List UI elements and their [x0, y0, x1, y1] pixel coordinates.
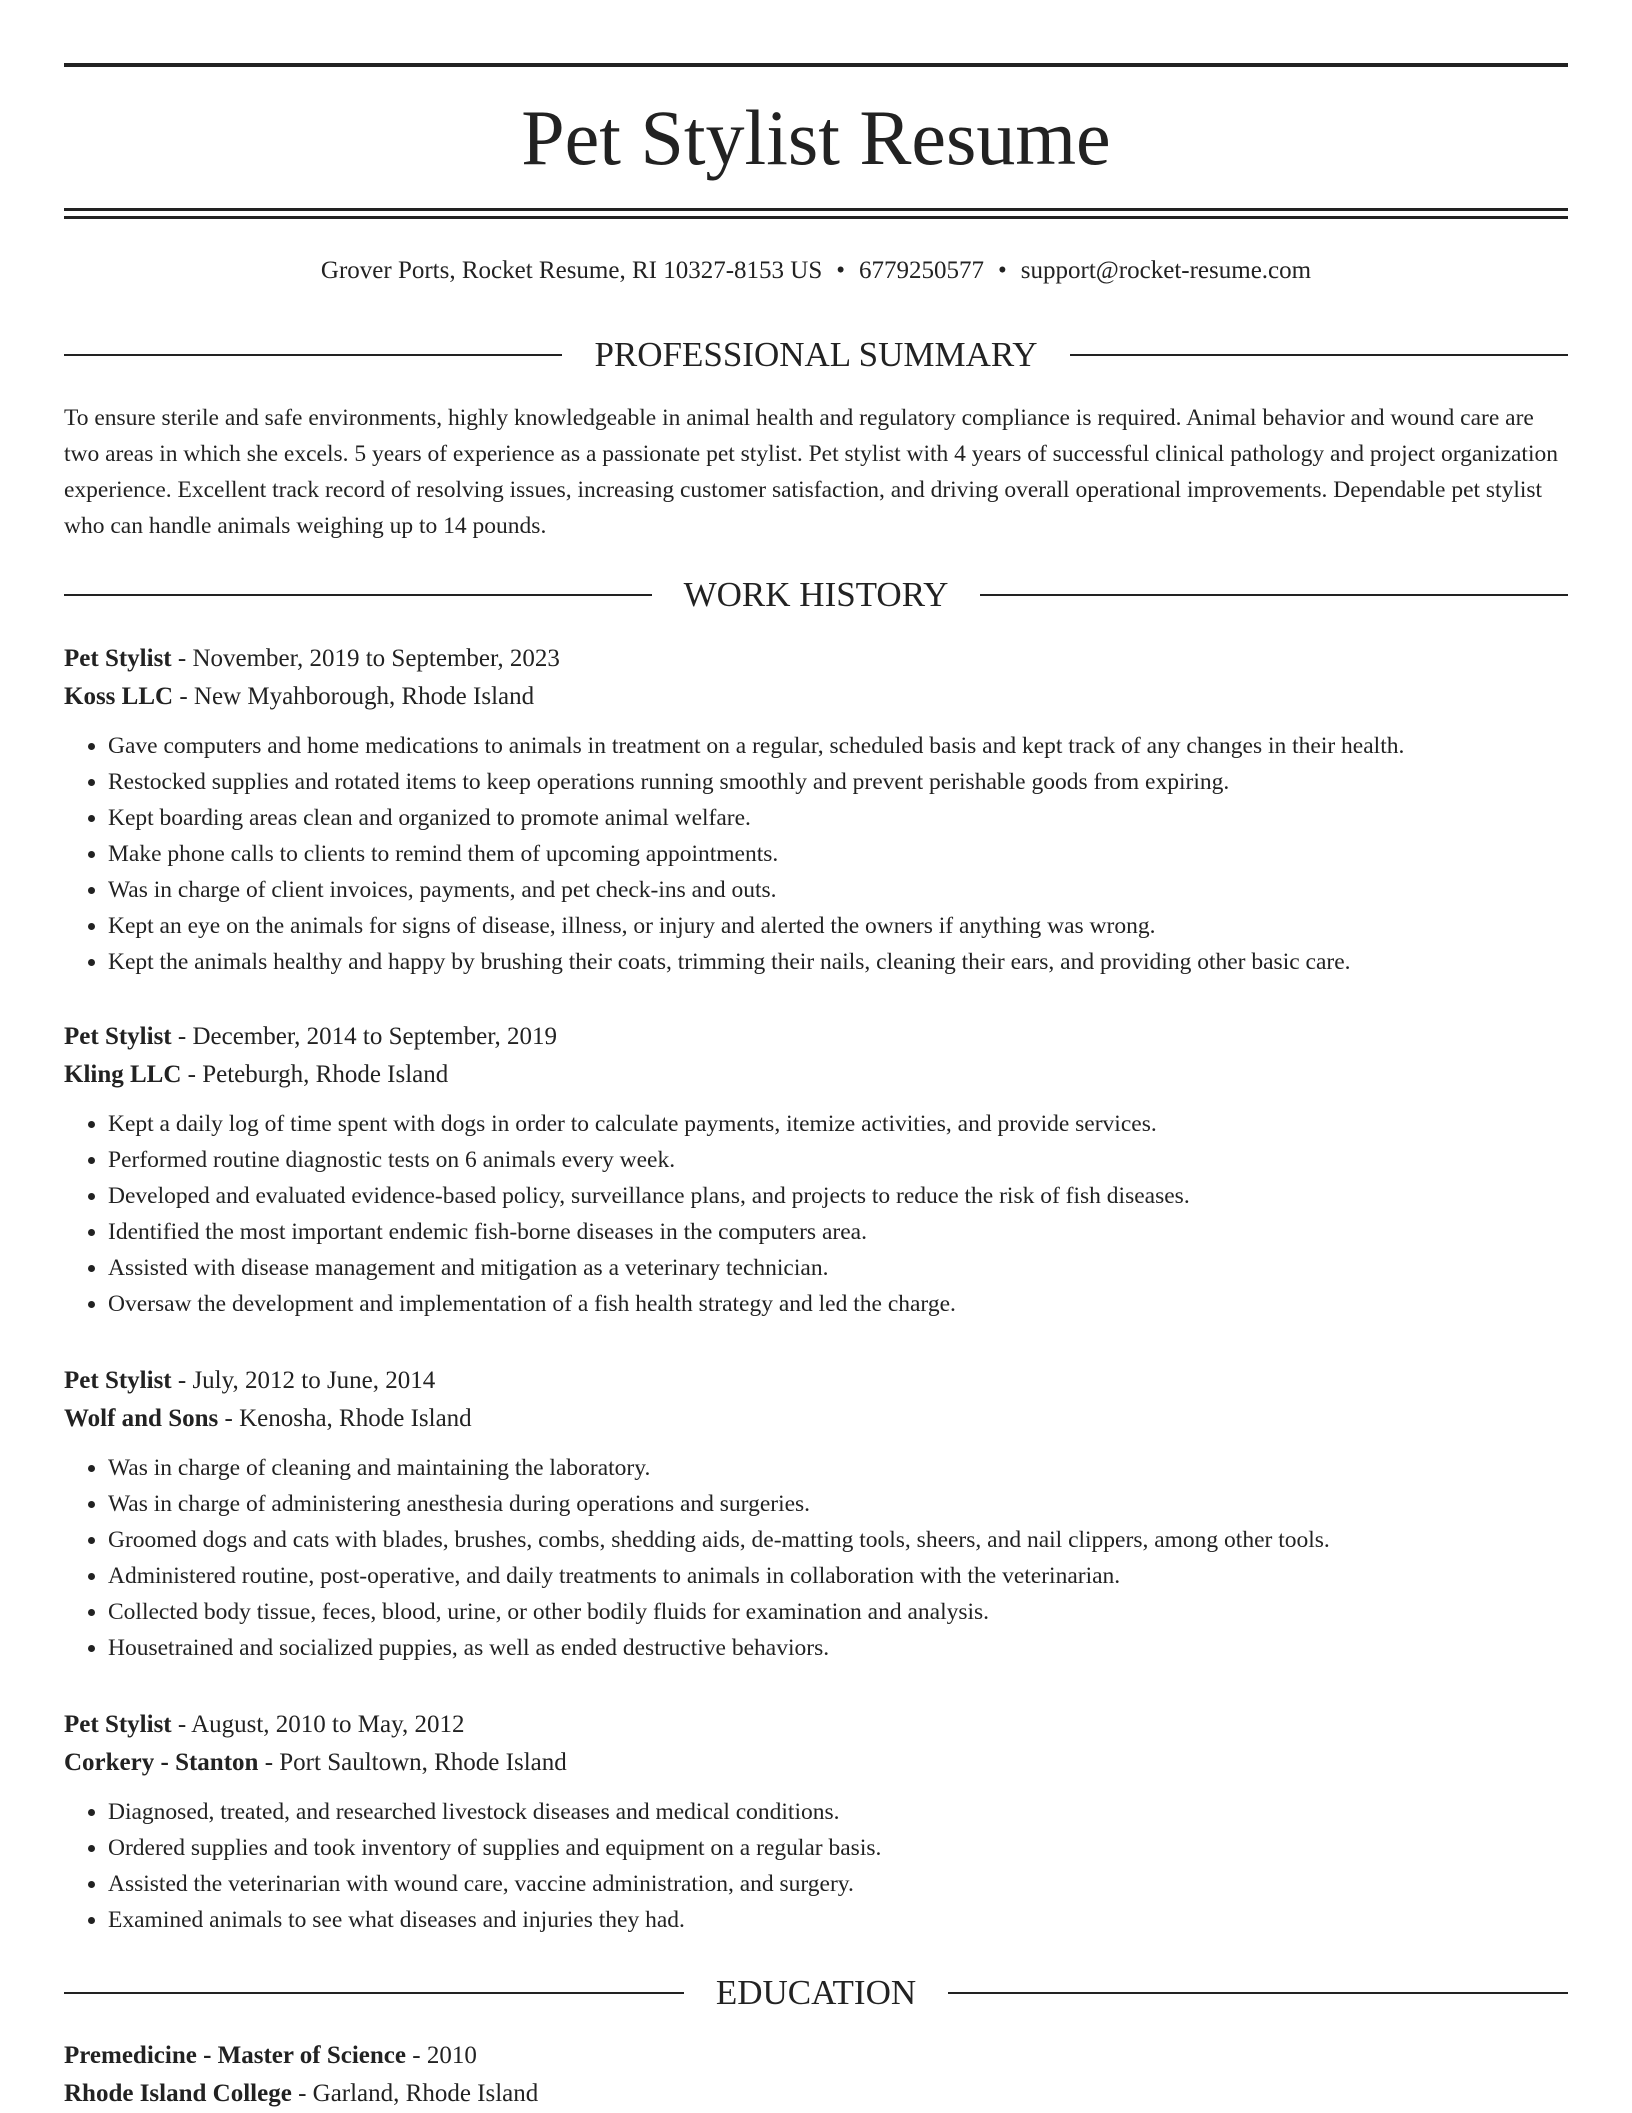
job-bullet: • Diagnosed, treated, and researched livestock diseases and medical conditions.	[108, 1794, 1568, 1830]
job-dates: - November, 2019 to September, 2023	[171, 645, 560, 672]
job-bullets	[64, 1450, 1568, 1666]
heading-rule	[1070, 354, 1568, 356]
job-bullet: • Gave computers and home medications to animals in treatment on a regular, scheduled basis and kept track of any changes in their health.	[108, 728, 1568, 764]
job-bullets	[64, 1794, 1568, 1938]
job-bullet: • Restocked supplies and rotated items to keep operations running smoothly and prevent perishable goods from expiring.	[108, 764, 1568, 800]
job-title: Pet Stylist	[64, 1023, 172, 1050]
job-bullets	[64, 728, 1568, 980]
contact-line	[64, 254, 1568, 288]
job-bullet: • Examined animals to see what diseases and injuries they had.	[108, 1902, 1568, 1938]
job-bullet: • Oversaw the development and implementation of a fish health strategy and led the charge.	[108, 1286, 1568, 1322]
job-bullet: • Groomed dogs and cats with blades, brushes, combs, shedding aids, de-matting tools, sheers, and nail clippers, among other tools.	[108, 1522, 1568, 1558]
job-entry	[64, 1362, 1568, 1666]
job-bullet: • Kept a daily log of time spent with dogs in order to calculate payments, itemize activities, and provide services.	[108, 1106, 1568, 1142]
job-bullet: • Identified the most important endemic fish-borne diseases in the computers area.	[108, 1214, 1568, 1250]
contact-email: support@rocket-resume.com	[1020, 257, 1312, 284]
job-bullet: • Collected body tissue, feces, blood, urine, or other bodily fluids for examination and analysis.	[108, 1594, 1568, 1630]
job-entry	[64, 640, 1568, 980]
section-title: WORK HISTORY	[683, 575, 949, 614]
job-bullet: • Housetrained and socialized puppies, as well as ended destructive behaviors.	[108, 1630, 1568, 1666]
summary-text: To ensure sterile and safe environments, highly knowledgeable in animal health and regulatory compliance is required. Animal behavior and wound care are two areas in which she excels. 5 years of experience as a passionate pet stylist. Pet stylist with 4 years of successful clinical pathology and project organization experience. Excellent track record of resolving issues, increasing customer satisfaction, and driving overall operational improvements. Dependable pet stylist who can handle animals weighing up to 14 pounds.	[64, 405, 1558, 539]
job-entry	[64, 1706, 1568, 1938]
job-title: Pet Stylist	[64, 1367, 172, 1394]
job-title-line	[64, 1706, 1568, 1744]
heading-rule	[64, 354, 562, 356]
section-title: EDUCATION	[715, 1973, 917, 2012]
contact-separator: •	[836, 257, 846, 284]
contact-address: Grover Ports, Rocket Resume, RI 10327-8153 US	[320, 257, 823, 284]
job-title: Pet Stylist	[64, 645, 172, 672]
education-school-line	[64, 2075, 1568, 2113]
job-company-line	[64, 1744, 1568, 1782]
job-title-line	[64, 1362, 1568, 1400]
job-bullet: • Was in charge of cleaning and maintaining the laboratory.	[108, 1450, 1568, 1486]
job-bullet: • Developed and evaluated evidence-based policy, surveillance plans, and projects to reduce the risk of fish diseases.	[108, 1178, 1568, 1214]
job-bullet: • Kept the animals healthy and happy by brushing their coats, trimming their nails, cleaning their ears, and providing other basic care.	[108, 944, 1568, 980]
job-dates: - December, 2014 to September, 2019	[171, 1023, 558, 1050]
job-company-line	[64, 1056, 1568, 1094]
contact-phone: 6779250577	[859, 257, 985, 284]
education-year: - 2010	[406, 2042, 477, 2069]
top-rule	[64, 63, 1568, 67]
job-bullet: • Administered routine, post-operative, and daily treatments to animals in collaboration with the veterinarian.	[108, 1558, 1568, 1594]
education-location: - Garland, Rhode Island	[291, 2080, 539, 2107]
job-entry	[64, 1018, 1568, 1322]
summary-heading	[64, 333, 1568, 377]
education-school: Rhode Island College	[64, 2080, 292, 2107]
job-bullet: • Performed routine diagnostic tests on 6 animals every week.	[108, 1142, 1568, 1178]
section-title: PROFESSIONAL SUMMARY	[594, 335, 1038, 374]
job-location: - Kenosha, Rhode Island	[218, 1405, 472, 1432]
title-double-rule	[64, 208, 1568, 219]
job-title-line	[64, 640, 1568, 678]
education-heading	[64, 1971, 1568, 2015]
job-company: Kling LLC	[64, 1061, 182, 1088]
job-location: - New Myahborough, Rhode Island	[173, 683, 535, 710]
heading-rule	[948, 1992, 1568, 1994]
job-bullet: • Was in charge of administering anesthesia during operations and surgeries.	[108, 1486, 1568, 1522]
job-bullet: • Kept boarding areas clean and organized to promote animal welfare.	[108, 800, 1568, 836]
heading-rule	[64, 1992, 684, 1994]
heading-rule	[64, 594, 652, 596]
contact-separator: •	[998, 257, 1007, 284]
job-bullets	[64, 1106, 1568, 1322]
job-location: - Peteburgh, Rhode Island	[181, 1061, 449, 1088]
heading-rule	[980, 594, 1568, 596]
job-company: Koss LLC	[64, 683, 174, 710]
job-location: - Port Saultown, Rhode Island	[258, 1749, 567, 1776]
job-dates: - August, 2010 to May, 2012	[171, 1711, 465, 1738]
resume-title: Pet Stylist Resume	[521, 94, 1111, 181]
education-degree: Premedicine - Master of Science	[64, 2042, 407, 2069]
job-company: Corkery - Stanton	[64, 1749, 259, 1776]
job-title: Pet Stylist	[64, 1711, 172, 1738]
job-bullet: • Make phone calls to clients to remind them of upcoming appointments.	[108, 836, 1568, 872]
job-bullet: • Assisted the veterinarian with wound care, vaccine administration, and surgery.	[108, 1866, 1568, 1902]
job-company-line	[64, 678, 1568, 716]
job-company: Wolf and Sons	[64, 1405, 219, 1432]
job-bullet: • Ordered supplies and took inventory of supplies and equipment on a regular basis.	[108, 1830, 1568, 1866]
job-bullet: • Assisted with disease management and mitigation as a veterinary technician.	[108, 1250, 1568, 1286]
job-dates: - July, 2012 to June, 2014	[171, 1367, 436, 1394]
job-title-line	[64, 1018, 1568, 1056]
job-bullet: • Was in charge of client invoices, payments, and pet check-ins and outs.	[108, 872, 1568, 908]
job-bullet: • Kept an eye on the animals for signs of disease, illness, or injury and alerted the owners if anything was wrong.	[108, 908, 1568, 944]
education-degree-line	[64, 2037, 1568, 2075]
education-entry	[64, 2037, 1568, 2113]
job-company-line	[64, 1400, 1568, 1438]
work-history-heading	[64, 573, 1568, 617]
